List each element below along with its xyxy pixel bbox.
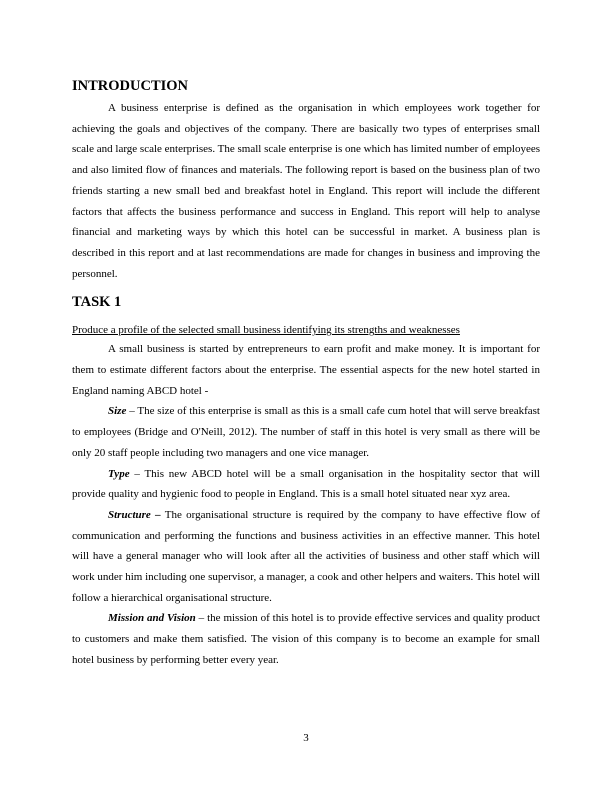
size-paragraph <box>72 401 540 463</box>
structure-term: Structure – <box>108 508 161 521</box>
page-content <box>72 76 540 671</box>
structure-text: The organisational structure is required by the company to have effective flow of communication and performing the functions and business activities in an effective manner. This hotel will have a general manager who will look after all the activities of business and other staff which will work under him including one supervisor, a manager, a cook and other helpers and waiters. This hotel will follow a hierarchical organisational structure. <box>72 508 540 604</box>
structure-paragraph <box>72 505 540 609</box>
task-1-intro-paragraph: A small business is started by entrepreneurs to earn profit and make money. It is important for them to estimate different factors about the enterprise. The essential aspects for the new hotel started in England naming ABCD hotel - <box>72 343 540 397</box>
type-text: – This new ABCD hotel will be a small organisation in the hospitality sector that will provide quality and hygienic food to people in England. This is a small hotel situated near xyz area. <box>72 467 540 501</box>
size-text: – The size of this enterprise is small as this is a small cafe cum hotel that will serve breakfast to employees (Bridge and O'Neill, 2012). The number of staff in this hotel is very small as there will be only 20 staff people including two managers and one vice manager. <box>72 405 540 459</box>
mission-vision-text: – the mission of this hotel is to provide effective services and quality product to customers and make them satisfied. The vision of this company is to become an example for small hotel business by performing better every year. <box>72 612 540 666</box>
type-term: Type <box>108 467 130 480</box>
mission-vision-term: Mission and Vision <box>108 612 196 625</box>
type-paragraph <box>72 464 540 505</box>
mission-vision-paragraph <box>72 608 540 670</box>
size-term: Size <box>108 405 127 418</box>
introduction-paragraph: A business enterprise is defined as the organisation in which employees work together for achieving the goals and objectives of the company. There are basically two types of enterprises small scale and large scale enterprises. The small scale enterprise is one which has limited number of employees and also limited flow of finances and materials. The following report is based on the business plan of two friends starting a new small bed and breakfast hotel in England. This report will include the different factors that affects the business performance and success in England. This report will help to analyse financial and marketing ways by which this hotel can be successful in market. A business plan is described in this report and at last recommendations are made for changes in business and improving the personnel. <box>72 102 540 280</box>
introduction-heading: INTRODUCTION <box>72 78 189 94</box>
task-1-subheading: Produce a profile of the selected small business identifying its strengths and weaknesses <box>72 324 460 337</box>
task-1-heading: TASK 1 <box>72 294 122 311</box>
page-number: 3 <box>303 732 309 744</box>
